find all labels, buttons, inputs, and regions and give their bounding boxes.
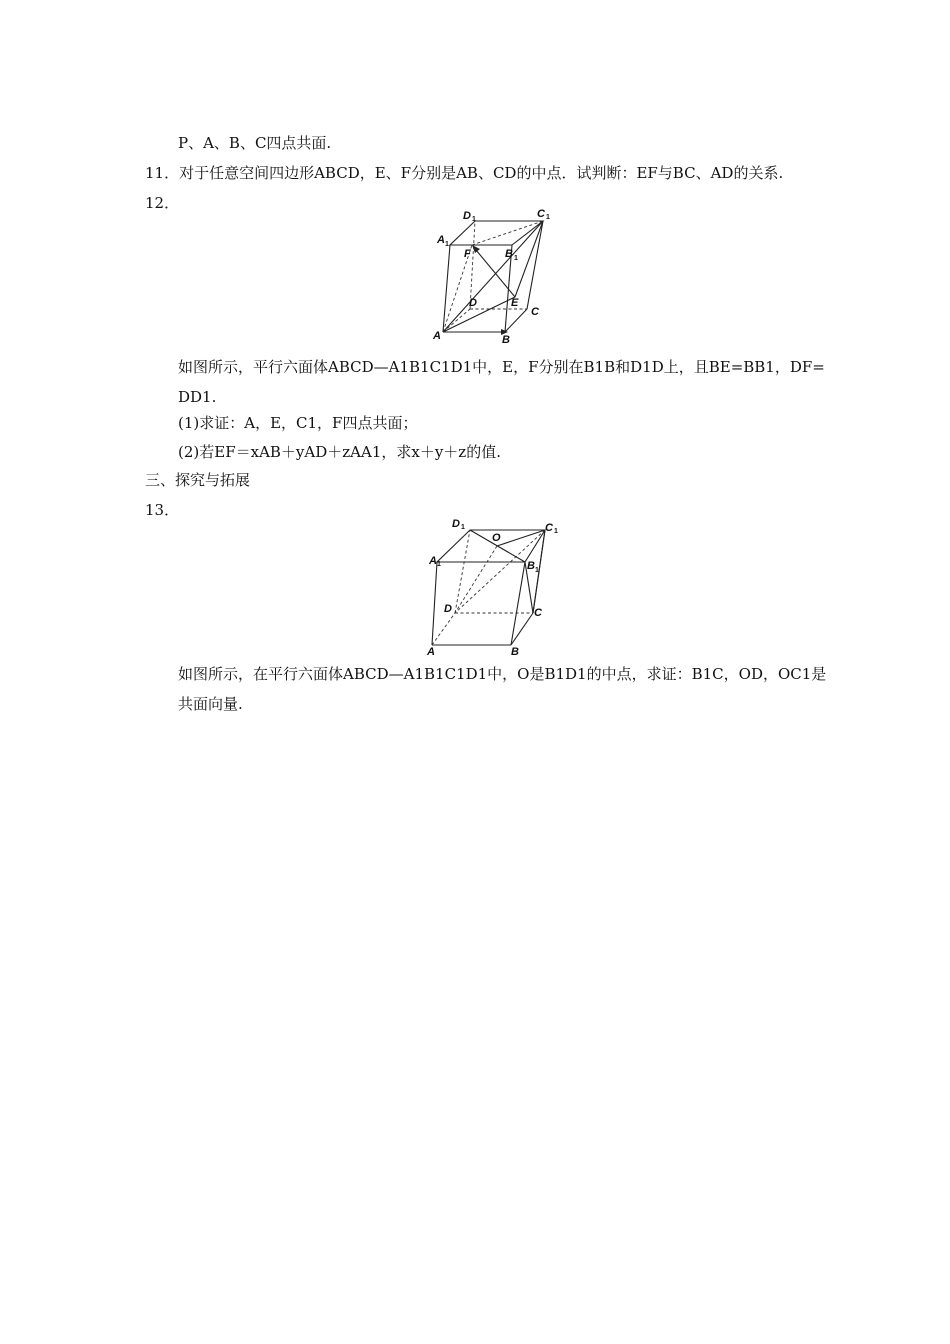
top-face	[437, 530, 545, 562]
edge-CC1	[527, 221, 543, 309]
edge-BC	[511, 613, 533, 645]
label-B1-sub: 1	[535, 567, 539, 574]
label-C1: C	[537, 208, 545, 220]
figure-13-parallelepiped	[425, 512, 565, 657]
edge-BC	[505, 309, 527, 332]
edge-AA1	[432, 562, 437, 645]
label-D: D	[444, 603, 452, 615]
text-line-1: P、A、B、C四点共面.	[178, 134, 332, 152]
problem-11: 11．对于任意空间四边形ABCD，E、F分别是AB、CD的中点．试判断：EF与BC、AD的关系.	[145, 164, 784, 182]
label-C: C	[534, 607, 542, 619]
label-C1-sub: 1	[546, 214, 550, 221]
problem-13-statement-cont: 共面向量.	[178, 695, 243, 713]
edge-BB1	[511, 562, 525, 645]
label-F: F	[464, 248, 471, 260]
problem-13-number: 13．	[145, 501, 180, 519]
section-heading-3: 三、探究与拓展	[145, 471, 251, 489]
label-A1: A	[437, 234, 445, 246]
label-E: E	[511, 297, 519, 309]
figure-12-svg	[425, 205, 565, 345]
label-C1: C	[545, 522, 553, 534]
label-A: A	[427, 646, 435, 657]
label-O: O	[492, 532, 501, 544]
problem-13-statement: 如图所示，在平行六面体ABCD—A1B1C1D1中，O是B1D1的中点，求证：B1C，OD，OC1是	[178, 665, 827, 683]
label-B: B	[502, 334, 510, 345]
figure-12-parallelepiped	[425, 205, 565, 345]
label-B: B	[511, 646, 519, 657]
edge-AD	[432, 613, 455, 645]
label-B1: B	[527, 560, 535, 572]
label-B1: B	[505, 248, 513, 260]
label-D1: D	[463, 210, 471, 222]
top-face	[450, 221, 543, 245]
label-C1-sub: 1	[554, 528, 558, 535]
label-A1-sub: 1	[445, 241, 449, 248]
label-C: C	[531, 306, 539, 318]
segment-OC1	[497, 530, 545, 546]
label-B1-sub: 1	[514, 255, 518, 262]
label-A: A	[433, 330, 441, 342]
label-D1: D	[452, 518, 460, 530]
problem-12-statement-cont: DD1.	[178, 388, 217, 406]
label-D1-sub: 1	[472, 216, 476, 223]
problem-12-part-1: (1)求证：A，E，C1，F四点共面；	[178, 414, 418, 432]
problem-12-number: 12．	[145, 194, 180, 212]
label-A1-sub: 1	[437, 561, 441, 568]
label-A1: A	[429, 555, 437, 567]
edge-AA1	[443, 245, 450, 332]
figure-13-svg	[425, 512, 565, 657]
segment-AE	[443, 297, 515, 332]
label-D1-sub: 1	[461, 524, 465, 531]
problem-12-statement: 如图所示，平行六面体ABCD—A1B1C1D1中，E，F分别在B1B和D1D上，且BE=BB1，DF=	[178, 358, 825, 376]
problem-12-part-2: (2)若EF＝xAB＋yAD＋zAA1，求x＋y＋z的值.	[178, 443, 501, 461]
label-D: D	[469, 297, 477, 309]
edge-DD1	[470, 221, 475, 309]
